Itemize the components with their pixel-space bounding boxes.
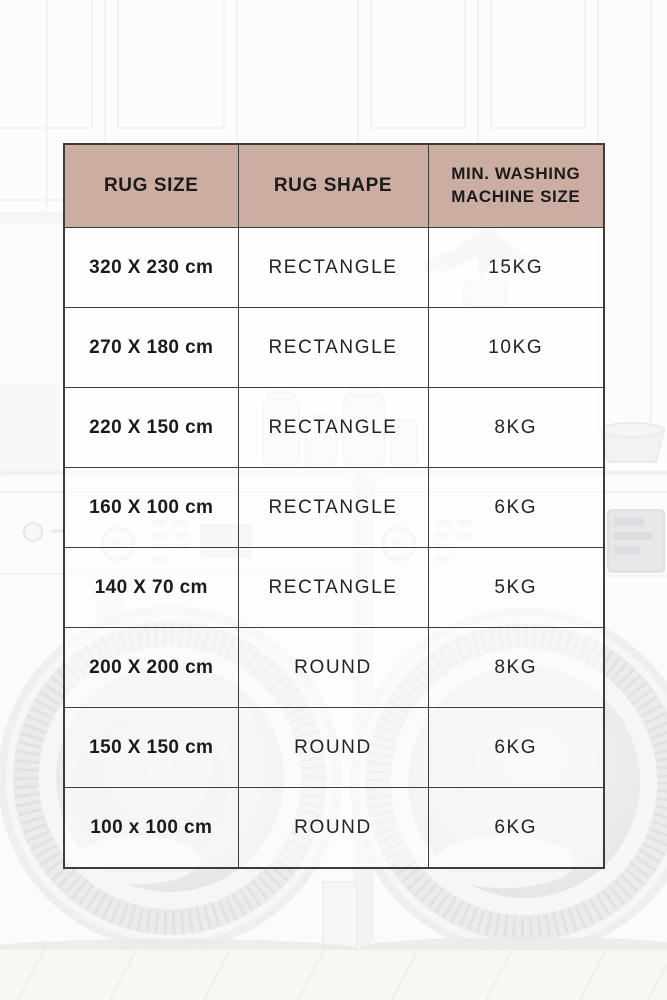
cell-rug-size: 270 X 180 cm xyxy=(64,308,238,388)
cell-rug-shape: RECTANGLE xyxy=(238,388,428,468)
table-row xyxy=(64,548,604,628)
cell-rug-shape: RECTANGLE xyxy=(238,548,428,628)
cell-rug-size: 140 X 70 cm xyxy=(64,548,238,628)
cell-machine-size: 6KG xyxy=(428,708,604,788)
cell-machine-size: 6KG xyxy=(428,468,604,548)
rug-table-body xyxy=(64,228,604,869)
rug-size-table xyxy=(63,143,605,869)
header-machine-size: MIN. WASHING MACHINE SIZE xyxy=(428,144,604,228)
cell-rug-size: 150 X 150 cm xyxy=(64,708,238,788)
cell-machine-size: 15KG xyxy=(428,228,604,308)
table-header xyxy=(64,144,604,228)
header-row xyxy=(64,144,604,228)
cell-rug-shape: RECTANGLE xyxy=(238,228,428,308)
cell-rug-shape: ROUND xyxy=(238,708,428,788)
cell-rug-size: 320 X 230 cm xyxy=(64,228,238,308)
cell-machine-size: 6KG xyxy=(428,788,604,869)
cell-machine-size: 10KG xyxy=(428,308,604,388)
cell-rug-shape: RECTANGLE xyxy=(238,308,428,388)
cell-rug-shape: RECTANGLE xyxy=(238,468,428,548)
cell-rug-shape: ROUND xyxy=(238,628,428,708)
table-row xyxy=(64,228,604,308)
table-row xyxy=(64,468,604,548)
cell-rug-shape: ROUND xyxy=(238,788,428,869)
cell-rug-size: 200 X 200 cm xyxy=(64,628,238,708)
table-row xyxy=(64,628,604,708)
header-rug-shape: RUG SHAPE xyxy=(238,144,428,228)
cell-rug-size: 220 X 150 cm xyxy=(64,388,238,468)
cell-machine-size: 5KG xyxy=(428,548,604,628)
cell-rug-size: 160 X 100 cm xyxy=(64,468,238,548)
table-row xyxy=(64,308,604,388)
cell-machine-size: 8KG xyxy=(428,388,604,468)
table-row xyxy=(64,708,604,788)
table-row xyxy=(64,788,604,869)
cell-machine-size: 8KG xyxy=(428,628,604,708)
cell-rug-size: 100 x 100 cm xyxy=(64,788,238,869)
table-row xyxy=(64,388,604,468)
header-rug-size: RUG SIZE xyxy=(64,144,238,228)
